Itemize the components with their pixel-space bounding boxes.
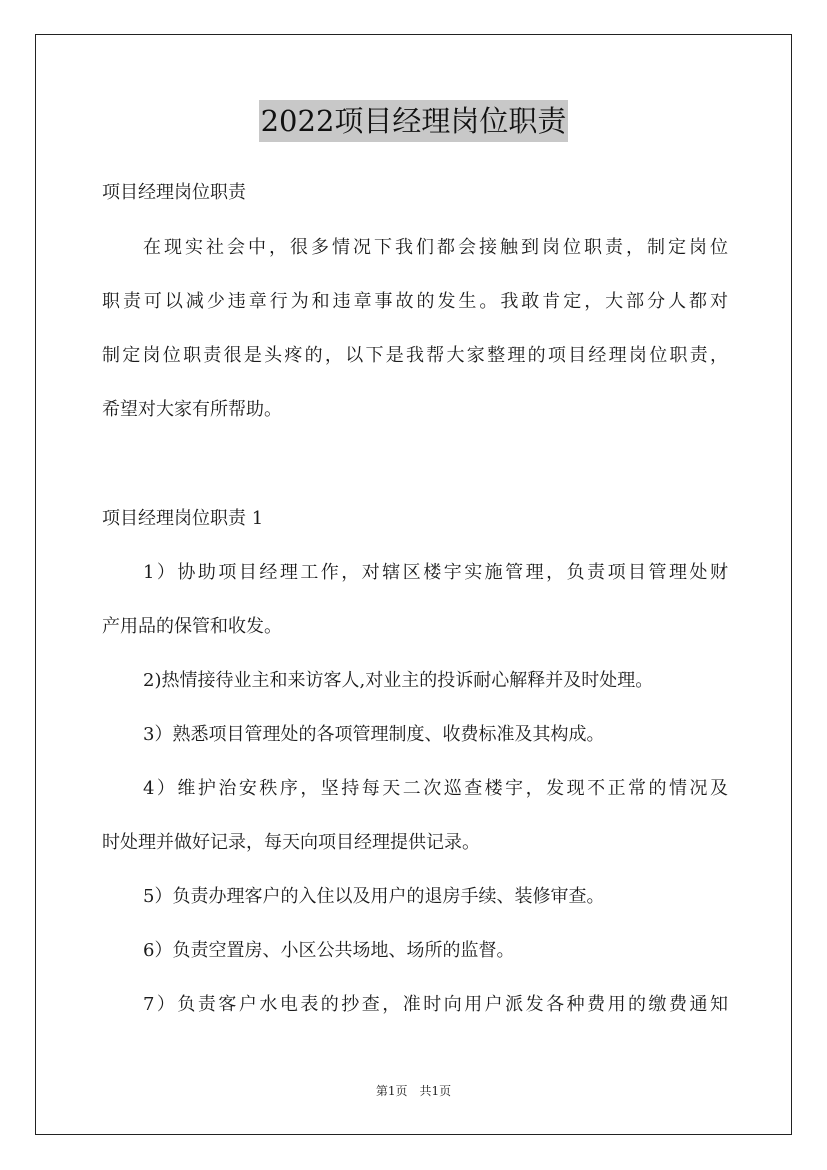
duty-item: 3）熟悉项目管理处的各项管理制度、收费标准及其构成。 bbox=[143, 724, 605, 745]
intro-line: 在现实社会中，很多情况下我们都会接触到岗位职责，制定岗位 bbox=[143, 237, 728, 258]
duty-item: 7）负责客户水电表的抄查，准时向用户派发各种费用的缴费通知 bbox=[143, 994, 728, 1015]
intro-line: 职责可以减少违章行为和违章事故的发生。我敢肯定，大部分人都对 bbox=[102, 291, 728, 312]
page-footer: 第1页 共1页 bbox=[375, 1084, 452, 1098]
section-subtitle: 项目经理岗位职责 bbox=[102, 182, 246, 203]
duty-item-continuation: 时处理并做好记录，每天向项目经理提供记录。 bbox=[102, 832, 480, 853]
document-title: 2022项目经理岗位职责 bbox=[259, 100, 569, 142]
title-container bbox=[0, 100, 827, 142]
section-heading: 项目经理岗位职责 1 bbox=[102, 508, 264, 529]
duty-item: 2)热情接待业主和来访客人,对业主的投诉耐心解释并及时处理。 bbox=[143, 670, 654, 691]
duty-item: 6）负责空置房、小区公共场地、场所的监督。 bbox=[143, 940, 515, 961]
intro-line: 希望对大家有所帮助。 bbox=[102, 399, 282, 420]
duty-item: 5）负责办理客户的入住以及用户的退房手续、装修审查。 bbox=[143, 886, 605, 907]
intro-line: 制定岗位职责很是头疼的，以下是我帮大家整理的项目经理岗位职责， bbox=[102, 345, 728, 366]
duty-item: 4）维护治安秩序，坚持每天二次巡查楼宇，发现不正常的情况及 bbox=[143, 778, 728, 799]
duty-item-continuation: 产用品的保管和收发。 bbox=[102, 616, 282, 637]
duty-item: 1）协助项目经理工作，对辖区楼宇实施管理，负责项目管理处财 bbox=[143, 562, 728, 583]
